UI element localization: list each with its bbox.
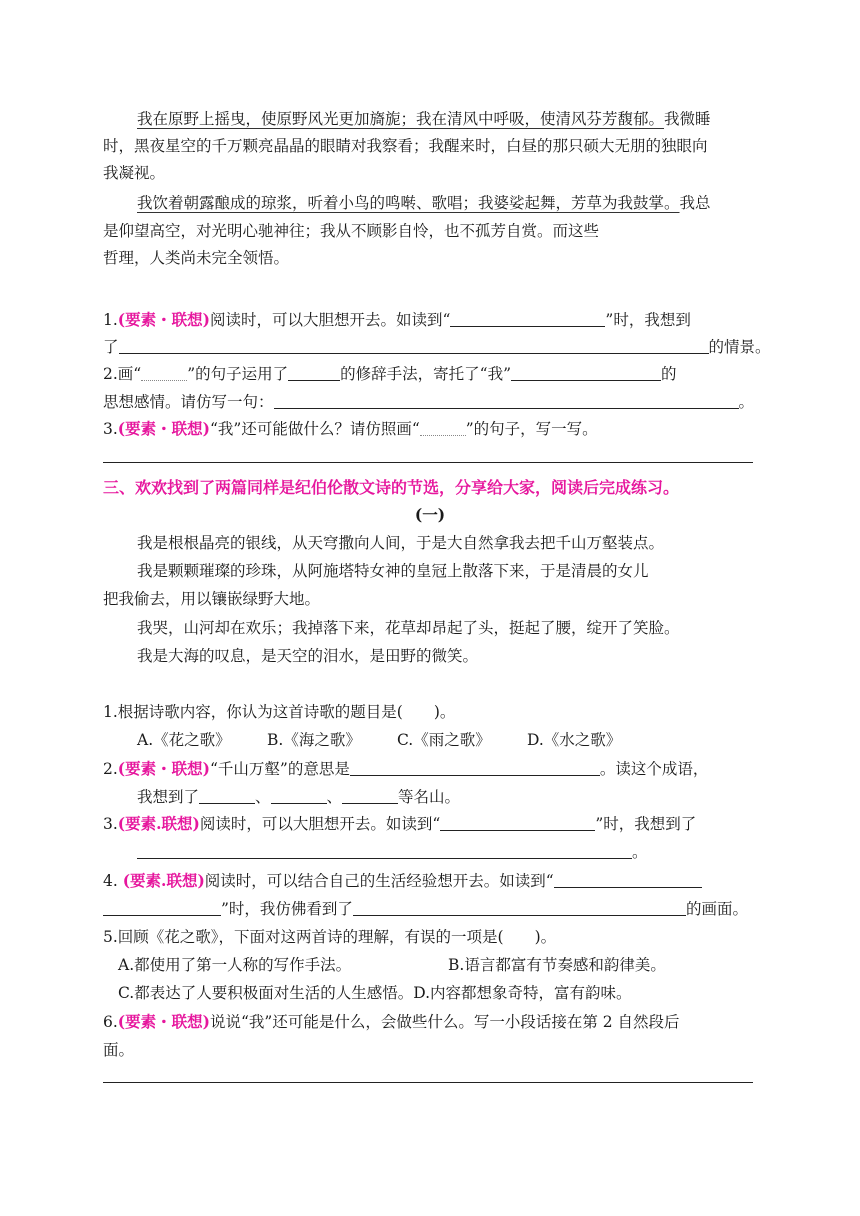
answer-blank[interactable] xyxy=(199,787,255,804)
q-number: 3. xyxy=(103,420,118,438)
q-tag: (要素.联想) xyxy=(122,871,205,890)
option-c[interactable]: C.《雨之歌》 xyxy=(397,731,491,749)
passage1-line-6: 哲理，人类尚未完全领悟。 xyxy=(103,249,290,267)
text: 5.回顾《花之歌》，下面对这两首诗的理解，有误的一项是 xyxy=(103,928,498,946)
answer-line[interactable] xyxy=(103,1082,753,1083)
q-b4-line2 xyxy=(103,898,748,920)
answer-line[interactable] xyxy=(103,462,753,463)
option-d[interactable]: D.《水之歌》 xyxy=(527,731,622,749)
q-b1 xyxy=(103,701,455,723)
q-tag: (要素・联想) xyxy=(117,759,210,778)
answer-paren[interactable]: ( ) xyxy=(396,703,440,721)
poem-line-3: 把我偷去，用以镶嵌绿野大地。 xyxy=(103,590,321,608)
text: 思想感情。请仿写一句： xyxy=(103,393,274,411)
answer-blank[interactable] xyxy=(511,364,661,381)
q-b1-options xyxy=(137,729,621,751)
q-b2 xyxy=(103,758,708,780)
q-tag: (要素・联想) xyxy=(117,310,210,329)
text: 的修辞手法，寄托了“我” xyxy=(340,365,512,383)
option-b[interactable]: B.《海之歌》 xyxy=(267,731,361,749)
answer-blank[interactable] xyxy=(353,899,686,916)
text: 我想到了 xyxy=(137,788,200,806)
wavy-mark xyxy=(141,366,187,381)
answer-blank[interactable] xyxy=(103,899,221,916)
answer-blank[interactable] xyxy=(137,842,632,859)
text: 的 xyxy=(661,365,677,383)
q-tag: (要素.联想) xyxy=(117,814,200,833)
text: 等名山。 xyxy=(398,788,461,806)
underlined-sentence: 我在原野上摇曳，使原野风光更加旖旎；我在清风中呼吸，使清风芬芳馥郁。 xyxy=(137,110,665,128)
poem-line-1: 我是根根晶亮的银线，从天穹撒向人间，于是大自然拿我去把千山万壑装点。 xyxy=(137,534,665,552)
passage1-line-4 xyxy=(137,192,711,214)
answer-blank[interactable] xyxy=(288,364,340,381)
q-number: 4. xyxy=(103,872,123,890)
option-d[interactable]: D.内容都想象奇特，富有韵味。 xyxy=(413,984,632,1002)
poem-number: (一) xyxy=(414,505,446,524)
q-tag: (要素・联想) xyxy=(117,1012,210,1031)
text: 的画面。 xyxy=(685,900,748,918)
option-a[interactable]: A.《花之歌》 xyxy=(137,731,231,749)
text: 我总 xyxy=(679,194,711,212)
q-a1-line2 xyxy=(103,336,771,358)
text: 阅读时，可以结合自己的生活经验想开去。如读到“ xyxy=(204,872,554,890)
q-number: 2. xyxy=(103,760,118,778)
text: 阅读时，可以大胆想开去。如读到“ xyxy=(199,815,441,833)
text: 。 xyxy=(632,843,648,861)
q-a1 xyxy=(103,309,691,331)
q-number: 3. xyxy=(103,815,118,833)
q-b2-line2 xyxy=(137,786,460,808)
text: 、 xyxy=(326,788,343,806)
passage1-line-1 xyxy=(137,108,711,130)
q-number: 1. xyxy=(103,311,118,329)
text: 。读这个成语， xyxy=(599,760,709,778)
q-b6-line2: 面。 xyxy=(103,1041,135,1059)
text: 我微睡 xyxy=(664,110,711,128)
option-c[interactable]: C.都表达了人要积极面对生活的人生感悟。 xyxy=(118,984,414,1002)
q-b5-options-2 xyxy=(118,982,632,1004)
q-a2-line2 xyxy=(103,391,754,413)
section-heading: 三、欢欢找到了两篇同样是纪伯伦散文诗的节选，分享给大家，阅读后完成练习。 xyxy=(103,478,680,497)
text: ”时，我想到 xyxy=(605,311,691,329)
answer-blank[interactable] xyxy=(440,814,595,831)
wavy-mark xyxy=(420,421,466,436)
answer-blank[interactable] xyxy=(554,871,702,888)
text: 阅读时，可以大胆想开去。如读到“ xyxy=(209,311,451,329)
passage1-line-3: 我凝视。 xyxy=(103,164,166,182)
answer-blank[interactable] xyxy=(119,337,709,354)
text: 。 xyxy=(540,928,557,946)
passage1-line-2: 时，黑夜星空的千万颗亮晶晶的眼睛对我察看；我醒来时，白昼的那只硕大无朋的独眼向 xyxy=(103,137,708,155)
text: 1.根据诗歌内容，你认为这首诗歌的题目是 xyxy=(103,703,397,721)
option-b[interactable]: B.语言都富有节奏感和韵律美。 xyxy=(448,956,666,974)
poem-line-5: 我是大海的叹息，是天空的泪水，是田野的微笑。 xyxy=(137,647,479,665)
answer-blank[interactable] xyxy=(274,392,739,409)
text: ”时，我想到了 xyxy=(595,815,697,833)
text: 、 xyxy=(255,788,271,806)
text: 的情景。 xyxy=(708,338,771,356)
q-a3 xyxy=(103,418,598,440)
answer-blank[interactable] xyxy=(342,787,398,804)
passage1-line-5: 是仰望高空，对光明心驰神往；我从不顾影自怜，也不孤芳自赏。而这些 xyxy=(103,222,600,240)
text: ”时，我仿佛看到了 xyxy=(221,900,353,918)
q-b5 xyxy=(103,926,556,948)
q-b4 xyxy=(103,870,702,892)
text: “我”还可能做什么？请仿照画“ xyxy=(209,420,420,438)
q-number: 6. xyxy=(103,1013,118,1031)
q-b5-options-1 xyxy=(118,954,666,976)
text: “千山万壑”的意思是 xyxy=(209,760,350,778)
q-a2 xyxy=(103,363,677,385)
text: 说说“我”还可能是什么，会做些什么。写一小段话接在第 2 自然段后 xyxy=(209,1013,680,1031)
option-a[interactable]: A.都使用了第一人称的写作手法。 xyxy=(118,956,352,974)
q-b3 xyxy=(103,813,696,835)
text: 。 xyxy=(738,393,755,411)
answer-paren[interactable]: ( ) xyxy=(497,928,541,946)
q-tag: (要素・联想) xyxy=(117,419,210,438)
text: 。 xyxy=(439,703,456,721)
answer-blank[interactable] xyxy=(271,787,327,804)
answer-blank[interactable] xyxy=(450,310,605,327)
underlined-sentence: 我饮着朝露酿成的琼浆，听着小鸟的鸣啭、歌唱；我婆娑起舞，芳草为我鼓掌。 xyxy=(137,194,680,212)
q-b3-line2 xyxy=(137,841,648,863)
answer-blank[interactable] xyxy=(350,759,600,776)
q-b6 xyxy=(103,1011,680,1033)
text: ”的句子，写一写。 xyxy=(465,420,598,438)
text: 2.画“ xyxy=(103,365,142,383)
poem-line-4: 我哭，山河却在欢乐；我掉落下来，花草却昂起了头，挺起了腰，绽开了笑脸。 xyxy=(137,619,680,637)
text: ”的句子运用了 xyxy=(187,365,289,383)
poem-line-2: 我是颗颗璀璨的珍珠，从阿施塔特女神的皇冠上散落下来，于是清晨的女儿 xyxy=(137,562,649,580)
text: 了 xyxy=(103,338,119,356)
